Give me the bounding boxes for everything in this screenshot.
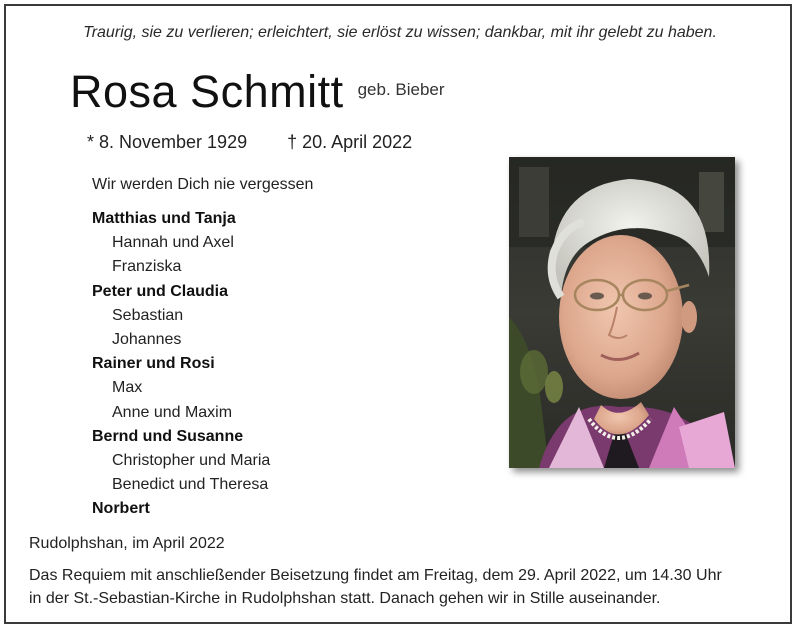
family-member-main: Bernd und Susanne [92, 427, 244, 445]
burial-line-2: in der St.-Sebastian-Kirche in Rudolphshan statt. Danach gehen wir in Stille auseinander. [29, 590, 661, 607]
family-member-child: Anne und Maxim [112, 403, 233, 421]
maiden-name: geb. Bieber [357, 80, 445, 99]
burial-line-1: Das Requiem mit anschließender Beisetzung findet am Freitag, dem 29. April 2022, um 14.30 Uhr [29, 567, 722, 584]
family-member-main: Norbert [92, 500, 150, 518]
life-dates [87, 132, 412, 153]
motto-text: Traurig, sie zu verlieren; erleichtert, sie erlöst zu wissen; dankbar, mit ihr gelebt zu haben. [83, 24, 717, 41]
dedication-text: Wir werden Dich nie vergessen [92, 176, 314, 193]
family-member-main: Rainer und Rosi [92, 355, 215, 373]
family-list [92, 207, 452, 522]
family-member-child: Franziska [112, 258, 182, 276]
family-member-child: Christopher und Maria [112, 452, 271, 470]
death-date: † 20. April 2022 [287, 132, 413, 152]
birth-date: * 8. November 1929 [87, 132, 248, 152]
place-and-date: Rudolphshan, im April 2022 [29, 535, 225, 552]
family-member-child: Sebastian [112, 306, 184, 324]
family-member-child: Max [112, 379, 143, 397]
family-member-main: Matthias und Tanja [92, 210, 236, 227]
family-member-child: Benedict und Theresa [112, 476, 269, 494]
portrait-illustration [509, 157, 735, 468]
family-member-main: Peter und Claudia [92, 282, 229, 300]
family-member-child: Johannes [112, 331, 182, 349]
deceased-name: Rosa Schmitt [70, 66, 344, 117]
family-member-child: Hannah und Axel [112, 234, 234, 252]
name-line [70, 66, 445, 118]
portrait-photo [509, 157, 735, 468]
burial-notice [29, 564, 779, 610]
